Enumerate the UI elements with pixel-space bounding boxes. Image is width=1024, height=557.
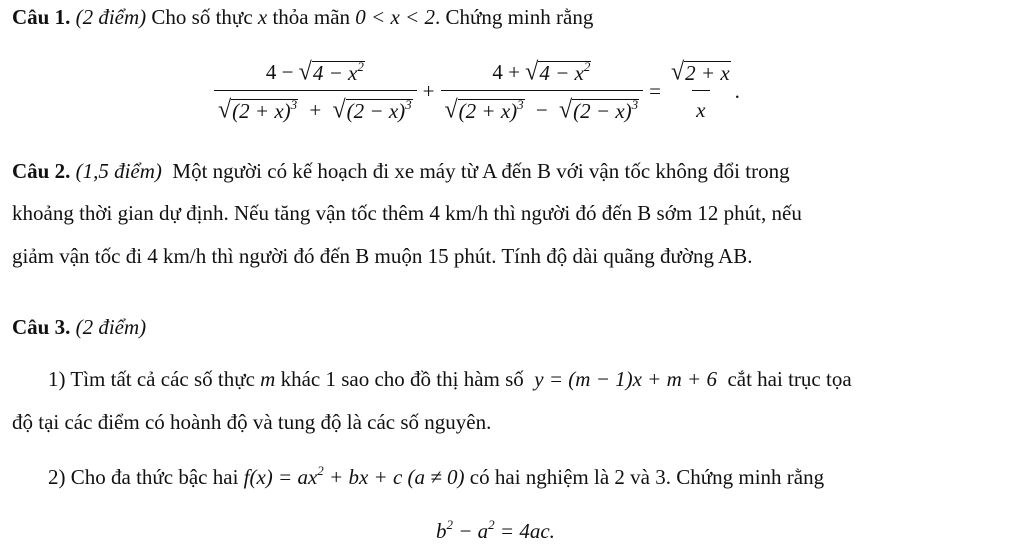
q1-f1-den-op: +: [309, 97, 322, 122]
q3-eq-sq-a: 2: [488, 517, 495, 532]
sqrt-icon: √ $4 - x^2$: [525, 57, 591, 86]
sqrt-icon: √ 2 + x: [671, 57, 730, 86]
q1-text-b: thỏa mãn: [272, 5, 351, 29]
q3-p2-a: 2) Cho đa thức bậc hai: [48, 465, 239, 489]
q1-var-x: x: [257, 5, 268, 29]
q1-f1-cube-a: 3: [290, 96, 298, 112]
q1-equals: =: [649, 78, 661, 103]
q1-f2-den-a: (2 + x): [458, 98, 518, 123]
q3-p2-func-b: + bx + c (a ≠ 0): [323, 465, 465, 489]
q1-label: Câu 1.: [12, 5, 71, 29]
q2-line-3: [12, 243, 752, 269]
q1-fraction-2-denominator: [441, 90, 644, 124]
q1-f2-den-b: (2 − x): [573, 98, 632, 123]
q1-condition: 0 < x < 2: [355, 5, 435, 29]
q1-period: .: [734, 78, 740, 103]
q1-plus: +: [422, 78, 435, 103]
q1-rhs-numerator: [667, 59, 735, 90]
q3-eq-sq-b: 2: [446, 517, 453, 532]
q1-f2-cube-b: 3: [631, 96, 639, 112]
q1-f2-num-rad: 4 − x: [539, 60, 584, 85]
q3-p2-func-a: f(x) = ax: [243, 465, 318, 489]
sqrt-icon: √ $(2 - x)^3$: [559, 95, 639, 124]
q3-p1-b: khác 1 sao cho đồ thị hàm số: [280, 367, 524, 391]
q1-f1-sq: 2: [357, 58, 364, 74]
q2-label: Câu 2.: [12, 159, 71, 183]
q1-fraction-1-denominator: [214, 90, 417, 124]
q1-rhs-rad: 2 + x: [685, 60, 730, 85]
q1-f1-num-rad: 4 − x: [312, 60, 358, 85]
q3-label: Câu 3.: [12, 315, 71, 339]
q3-eq-end: = 4ac.: [494, 519, 555, 543]
q3-p2-sq: 2: [317, 463, 324, 478]
q1-fraction-1-numerator: [262, 59, 369, 90]
q3-heading: [12, 314, 146, 340]
q3-part1-line1: [48, 366, 852, 392]
q3-eq-mid: − a: [453, 519, 489, 543]
q1-fraction-1: [214, 59, 417, 124]
q1-line: [12, 4, 593, 30]
sqrt-icon: √ $(2 + x)^3$: [218, 95, 298, 124]
sqrt-icon: √ $(2 - x)^3$: [332, 95, 412, 124]
sqrt-icon: √ $(2 + x)^3$: [444, 95, 524, 124]
q1-f1-num-a: 4 −: [265, 59, 294, 84]
q1-fraction-rhs: [667, 59, 735, 124]
q3-p2-b: có hai nghiệm là 2 và 3. Chứng minh rằng: [469, 465, 825, 489]
q1-f2-num-a: 4 +: [492, 59, 520, 84]
q3-eq-b: b: [436, 519, 447, 543]
q2-points: (1,5 điểm): [75, 159, 162, 183]
q1-points: (2 điểm): [75, 5, 147, 29]
q1-f1-den-a: (2 + x): [232, 98, 291, 123]
q2-line-1: [12, 158, 790, 184]
q1-fraction-2: [441, 59, 644, 124]
q3-p2-func: [244, 465, 465, 489]
q3-part1-line2: [12, 409, 491, 435]
q2-text-line3: giảm vận tốc đi 4 km/h thì người đó đến B muộn 15 phút. Tính độ dài quãng đường AB.: [12, 244, 753, 268]
q1-rhs-denominator: x: [692, 90, 709, 124]
q3-equation: [436, 518, 555, 544]
q3-p1-m: m: [260, 367, 276, 391]
q1-f1-cube-b: 3: [405, 96, 412, 112]
q1-f2-sq: 2: [583, 58, 591, 74]
q1-f2-den-op: −: [535, 97, 548, 122]
q1-equation: [214, 46, 740, 136]
q3-p1-func: y = (m − 1)x + m + 6: [534, 367, 717, 391]
q1-fraction-2-numerator: [488, 59, 595, 90]
q1-f1-den-b: (2 − x): [346, 98, 406, 123]
q3-points: (2 điểm): [75, 315, 147, 339]
q2-text-line2: khoảng thời gian dự định. Nếu tăng vận tốc thêm 4 km/h thì người đó đến B sớm 12 phút, nếu: [12, 201, 802, 225]
q3-part2-line: [48, 464, 824, 490]
q1-f2-cube-a: 3: [517, 96, 524, 112]
sqrt-icon: √ $4 - x^2$: [298, 57, 364, 86]
q2-line-2: [12, 200, 802, 226]
q3-p1-c: cắt hai trục tọa: [727, 367, 852, 391]
q3-p1-line2: độ tại các điểm có hoành độ và tung độ là các số nguyên.: [12, 410, 492, 434]
q3-p1-a: 1) Tìm tất cả các số thực: [48, 367, 255, 391]
q2-text-line1: Một người có kế hoạch đi xe máy từ A đến B với vận tốc không đổi trong: [172, 159, 790, 183]
q1-text-a: Cho số thực: [151, 5, 253, 29]
q1-text-c: . Chứng minh rằng: [434, 5, 594, 29]
